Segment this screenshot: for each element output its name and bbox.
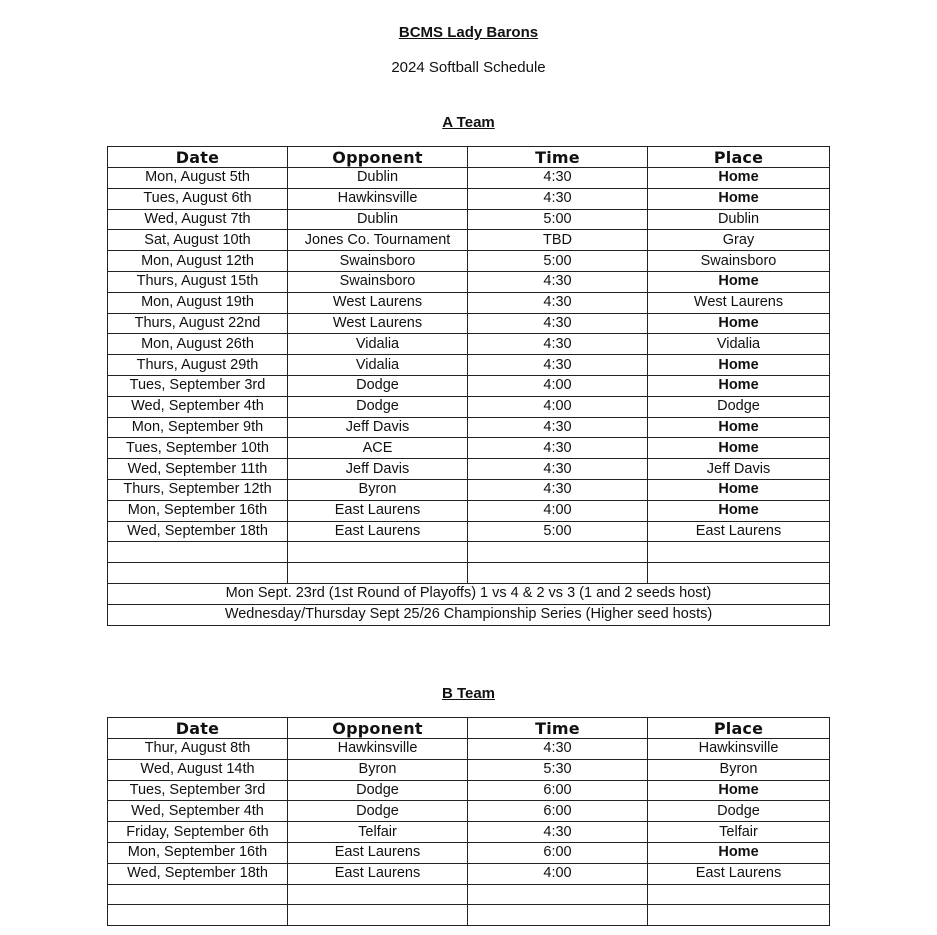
cell-place xyxy=(648,542,830,563)
cell-opponent: West Laurens xyxy=(288,292,468,313)
cell-time: 4:30 xyxy=(468,292,648,313)
cell-place: West Laurens xyxy=(648,292,830,313)
column-header-time: Time xyxy=(468,718,648,739)
table-row xyxy=(108,759,830,780)
table-row xyxy=(108,168,830,189)
cell-opponent: Dodge xyxy=(288,375,468,396)
table-row xyxy=(108,459,830,480)
column-header-date: Date xyxy=(108,718,288,739)
table-row xyxy=(108,271,830,292)
cell-opponent: Hawkinsville xyxy=(288,188,468,209)
cell-place: East Laurens xyxy=(648,863,830,884)
cell-opponent: ACE xyxy=(288,438,468,459)
cell-place: Hawkinsville xyxy=(648,739,830,760)
cell-place: Vidalia xyxy=(648,334,830,355)
cell-opponent: Hawkinsville xyxy=(288,739,468,760)
cell-place: Dodge xyxy=(648,801,830,822)
table-row xyxy=(108,417,830,438)
cell-date xyxy=(108,542,288,563)
cell-date: Mon, August 26th xyxy=(108,334,288,355)
cell-opponent: Telfair xyxy=(288,822,468,843)
cell-place: Home xyxy=(648,168,830,189)
cell-place: Gray xyxy=(648,230,830,251)
playoff-note: Wednesday/Thursday Sept 25/26 Championship Series (Higher seed hosts) xyxy=(108,604,830,625)
cell-opponent xyxy=(288,563,468,584)
cell-time: 5:00 xyxy=(468,521,648,542)
table-row xyxy=(108,863,830,884)
cell-opponent: Jeff Davis xyxy=(288,417,468,438)
cell-opponent: Swainsboro xyxy=(288,271,468,292)
cell-place: Home xyxy=(648,500,830,521)
cell-place: Home xyxy=(648,375,830,396)
cell-date: Tues, September 3rd xyxy=(108,375,288,396)
table-row xyxy=(108,563,830,584)
cell-date: Wed, August 7th xyxy=(108,209,288,230)
cell-time: 6:00 xyxy=(468,780,648,801)
cell-date: Thur, August 8th xyxy=(108,739,288,760)
table-row xyxy=(108,230,830,251)
cell-date: Mon, August 5th xyxy=(108,168,288,189)
table-row xyxy=(108,822,830,843)
cell-opponent: Swainsboro xyxy=(288,251,468,272)
cell-opponent: East Laurens xyxy=(288,500,468,521)
cell-place: Swainsboro xyxy=(648,251,830,272)
cell-opponent: Dodge xyxy=(288,780,468,801)
cell-time: 6:00 xyxy=(468,842,648,863)
a-team-schedule-table xyxy=(107,146,830,626)
cell-opponent: Dublin xyxy=(288,168,468,189)
column-header-place: Place xyxy=(648,718,830,739)
cell-date: Thurs, August 29th xyxy=(108,355,288,376)
a-team-heading: A Team xyxy=(442,114,495,131)
table-row xyxy=(108,521,830,542)
cell-date: Thurs, September 12th xyxy=(108,479,288,500)
cell-date: Mon, September 16th xyxy=(108,842,288,863)
cell-time: 4:30 xyxy=(468,822,648,843)
cell-opponent xyxy=(288,884,468,905)
cell-time: 4:00 xyxy=(468,500,648,521)
cell-date: Wed, September 18th xyxy=(108,521,288,542)
cell-place: Home xyxy=(648,355,830,376)
cell-opponent: Vidalia xyxy=(288,355,468,376)
table-row xyxy=(108,438,830,459)
cell-place: Telfair xyxy=(648,822,830,843)
cell-date: Sat, August 10th xyxy=(108,230,288,251)
cell-date: Mon, September 16th xyxy=(108,500,288,521)
cell-time: 5:30 xyxy=(468,759,648,780)
table-row xyxy=(108,739,830,760)
cell-place: Dublin xyxy=(648,209,830,230)
table-row xyxy=(108,479,830,500)
table-row xyxy=(108,188,830,209)
column-header-opponent: Opponent xyxy=(288,718,468,739)
cell-date: Mon, September 9th xyxy=(108,417,288,438)
cell-time: 4:00 xyxy=(468,863,648,884)
playoff-note-row xyxy=(108,583,830,604)
cell-date: Wed, September 18th xyxy=(108,863,288,884)
cell-time xyxy=(468,884,648,905)
cell-date xyxy=(108,884,288,905)
table-row xyxy=(108,842,830,863)
cell-place: East Laurens xyxy=(648,521,830,542)
cell-place xyxy=(648,884,830,905)
table-row xyxy=(108,251,830,272)
cell-place: Home xyxy=(648,438,830,459)
cell-time xyxy=(468,563,648,584)
column-header-opponent: Opponent xyxy=(288,147,468,168)
document-subtitle: 2024 Softball Schedule xyxy=(391,59,546,76)
cell-place: Home xyxy=(648,842,830,863)
cell-date: Thurs, August 22nd xyxy=(108,313,288,334)
cell-date: Wed, September 4th xyxy=(108,396,288,417)
cell-time: 4:00 xyxy=(468,396,648,417)
cell-opponent: Vidalia xyxy=(288,334,468,355)
cell-time: 5:00 xyxy=(468,251,648,272)
playoff-note-row xyxy=(108,604,830,625)
cell-date xyxy=(108,905,288,926)
table-row xyxy=(108,905,830,926)
cell-time: 4:30 xyxy=(468,168,648,189)
cell-date: Wed, September 11th xyxy=(108,459,288,480)
b-team-header-row xyxy=(108,718,830,739)
cell-date: Wed, August 14th xyxy=(108,759,288,780)
cell-time xyxy=(468,542,648,563)
table-row xyxy=(108,334,830,355)
table-row xyxy=(108,500,830,521)
playoff-note: Mon Sept. 23rd (1st Round of Playoffs) 1 vs 4 & 2 vs 3 (1 and 2 seeds host) xyxy=(108,583,830,604)
cell-opponent: Jeff Davis xyxy=(288,459,468,480)
cell-date: Tues, September 10th xyxy=(108,438,288,459)
cell-date: Tues, August 6th xyxy=(108,188,288,209)
cell-time xyxy=(468,905,648,926)
cell-place: Home xyxy=(648,271,830,292)
cell-time: 6:00 xyxy=(468,801,648,822)
cell-time: TBD xyxy=(468,230,648,251)
cell-place: Home xyxy=(648,417,830,438)
cell-place xyxy=(648,563,830,584)
cell-place: Dodge xyxy=(648,396,830,417)
cell-opponent: West Laurens xyxy=(288,313,468,334)
cell-time: 4:00 xyxy=(468,375,648,396)
cell-time: 4:30 xyxy=(468,417,648,438)
a-team-header-row xyxy=(108,147,830,168)
cell-opponent: Dodge xyxy=(288,396,468,417)
cell-opponent: Dublin xyxy=(288,209,468,230)
table-row xyxy=(108,375,830,396)
cell-place xyxy=(648,905,830,926)
cell-opponent: Jones Co. Tournament xyxy=(288,230,468,251)
column-header-place: Place xyxy=(648,147,830,168)
cell-time: 4:30 xyxy=(468,313,648,334)
cell-opponent: Byron xyxy=(288,479,468,500)
cell-opponent: Byron xyxy=(288,759,468,780)
cell-place: Home xyxy=(648,780,830,801)
cell-date: Mon, August 12th xyxy=(108,251,288,272)
cell-opponent: East Laurens xyxy=(288,863,468,884)
document-title: BCMS Lady Barons xyxy=(398,24,539,41)
cell-opponent xyxy=(288,905,468,926)
cell-time: 4:30 xyxy=(468,479,648,500)
cell-date: Thurs, August 15th xyxy=(108,271,288,292)
b-team-schedule-table xyxy=(107,717,830,926)
cell-time: 4:30 xyxy=(468,355,648,376)
cell-time: 4:30 xyxy=(468,438,648,459)
cell-opponent xyxy=(288,542,468,563)
table-row xyxy=(108,209,830,230)
table-row xyxy=(108,292,830,313)
cell-date xyxy=(108,563,288,584)
table-row xyxy=(108,884,830,905)
cell-opponent: Dodge xyxy=(288,801,468,822)
cell-place: Home xyxy=(648,479,830,500)
column-header-date: Date xyxy=(108,147,288,168)
cell-time: 4:30 xyxy=(468,334,648,355)
cell-time: 4:30 xyxy=(468,459,648,480)
cell-place: Home xyxy=(648,313,830,334)
table-row xyxy=(108,780,830,801)
cell-place: Home xyxy=(648,188,830,209)
table-row xyxy=(108,355,830,376)
b-team-heading: B Team xyxy=(441,685,496,702)
cell-opponent: East Laurens xyxy=(288,521,468,542)
cell-date: Friday, September 6th xyxy=(108,822,288,843)
cell-time: 4:30 xyxy=(468,739,648,760)
cell-place: Byron xyxy=(648,759,830,780)
cell-time: 4:30 xyxy=(468,188,648,209)
table-row xyxy=(108,313,830,334)
cell-opponent: East Laurens xyxy=(288,842,468,863)
cell-date: Mon, August 19th xyxy=(108,292,288,313)
cell-place: Jeff Davis xyxy=(648,459,830,480)
table-row xyxy=(108,542,830,563)
cell-date: Tues, September 3rd xyxy=(108,780,288,801)
column-header-time: Time xyxy=(468,147,648,168)
table-row xyxy=(108,801,830,822)
cell-date: Wed, September 4th xyxy=(108,801,288,822)
cell-time: 4:30 xyxy=(468,271,648,292)
table-row xyxy=(108,396,830,417)
cell-time: 5:00 xyxy=(468,209,648,230)
